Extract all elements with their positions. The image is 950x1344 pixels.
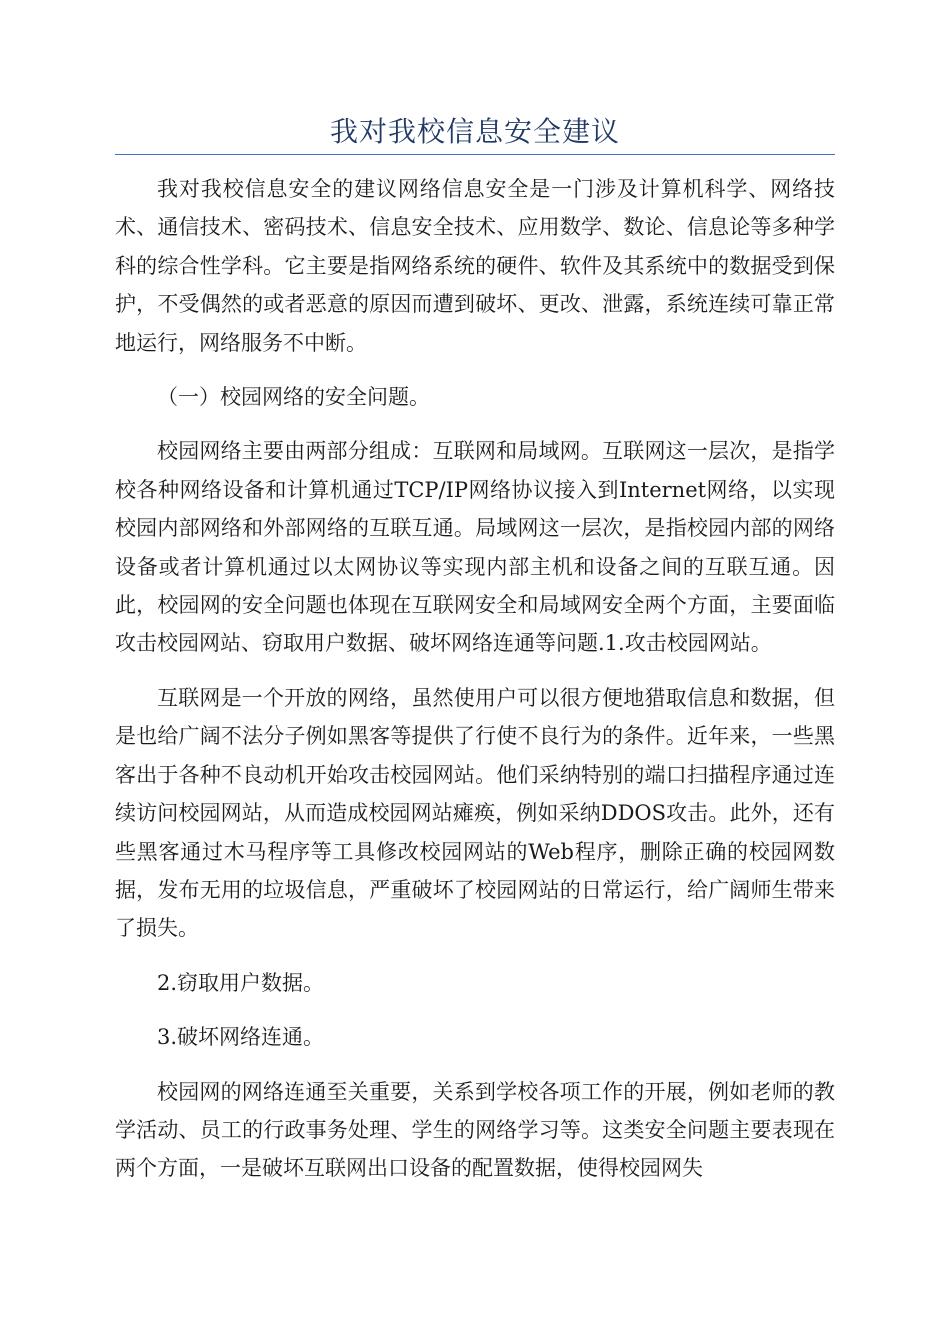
subheading-break-connectivity: 3.破坏网络连通。	[157, 1025, 325, 1050]
paragraph-network-composition: 校园网络主要由两部分组成：互联网和局域网。互联网这一层次，是指学校各种网络设备和计算机通过TCP/IP网络协议接入到Internet网络，以实现校园内部网络和外部网络的互联互通。局域网这一层次，是指校园内部的网络设备或者计算机通过以太网协议等实现内部主机和设备之间的互联互通。因此，校园网的安全问题也体现在互联网安全和局域网安全两个方面，主要面临攻击校园网站、窃取用户数据、破坏网络连通等问题.1.攻击校园网站。	[115, 439, 835, 656]
paragraph-intro: 我对我校信息安全的建议网络信息安全是一门涉及计算机科学、网络技术、通信技术、密码技术、信息安全技术、应用数学、数论、信息论等多种学科的综合性学科。它主要是指网络系统的硬件、软件及其系统中的数据受到保护，不受偶然的或者恶意的原因而遭到破坏、更改、泄露，系统连续可靠正常地运行，网络服务不中断。	[115, 177, 835, 355]
document-title: 我对我校信息安全建议	[329, 115, 620, 148]
title-underline	[115, 154, 835, 155]
paragraph-connectivity: 校园网的网络连通至关重要，关系到学校各项工作的开展，例如老师的教学活动、员工的行政事务处理、学生的网络学习等。这类安全问题主要表现在两个方面，一是破坏互联网出口设备的配置数据，使得校园网失	[115, 1079, 835, 1181]
paragraph-website-attacks: 互联网是一个开放的网络，虽然使用户可以很方便地猎取信息和数据，但是也给广阔不法分子例如黑客等提供了行使不良行为的条件。近年来，一些黑客出于各种不良动机开始攻击校园网站。他们采纳特别的端口扫描程序通过连续访问校园网站，从而造成校园网站瘫痪，例如采纳DDOS攻击。此外，还有些黑客通过木马程序等工具修改校园网站的Web程序，删除正确的校园网数据，发布无用的垃圾信息，严重破坏了校园网站的日常运行，给广阔师生带来了损失。	[115, 685, 835, 941]
document-body	[115, 170, 835, 1204]
subheading-steal-user-data: 2.窃取用户数据。	[157, 970, 325, 995]
section-heading-campus-network-security: （一）校园网络的安全问题。	[157, 385, 430, 410]
